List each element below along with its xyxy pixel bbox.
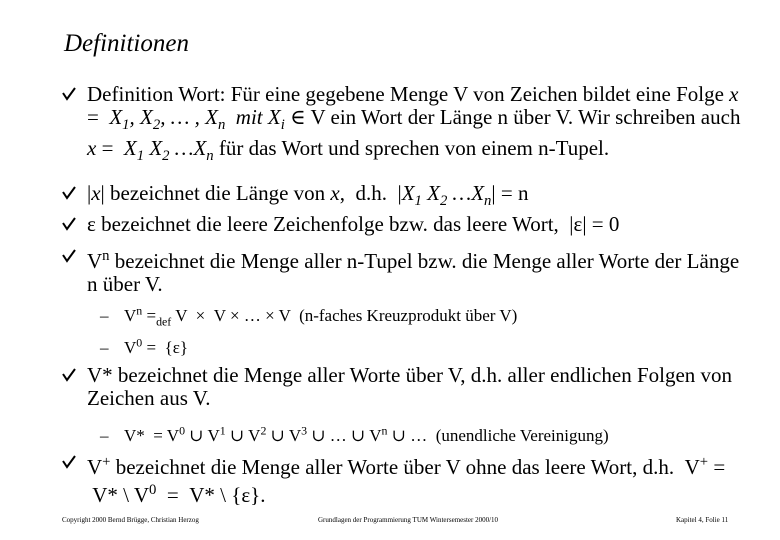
bullet-text: V* bezeichnet die Menge aller Worte über V, d.h. aller endlichen Folgen von Zeichen aus V.: [87, 363, 733, 410]
sub-dash: –: [100, 425, 109, 445]
checkmark-bullet-icon: [62, 186, 76, 200]
footer-slide-number: Kapitel 4, Folie 11: [676, 516, 729, 524]
bullet-leeres-wort: [63, 213, 743, 236]
sub-text: $V^0 = \{\varepsilon\}$: [124, 335, 189, 357]
bullet-n-tupel: [63, 245, 743, 296]
footer-course: Grundlagen der Programmierung TUM Wintersemester 2000/10: [318, 516, 499, 524]
sub-dash: –: [100, 305, 109, 325]
bullet-text: Definition Wort: Für eine gegebene Menge V von Zeichen bildet eine Folge $x = X_1$, $X_2$, … , $X_n$ mit $X_i$ ∈ V ein Wort der Länge n über V. Wir schreiben auch $x = X_1$ $X_2$ $\dots X_n$ für das Wort und sprechen von einem n-Tupel.: [87, 82, 741, 165]
checkmark-bullet-icon: [62, 87, 76, 101]
sub-v-null: [100, 332, 188, 358]
checkmark-bullet-icon: [62, 368, 76, 382]
sub-vereinigung: [100, 420, 609, 446]
checkmark-bullet-icon: [62, 217, 76, 231]
sub-text: $V^n =_{def}$ V × V × … × V (n-faches Kreuzprodukt über V): [124, 303, 518, 329]
bullet-v-plus: [63, 451, 743, 507]
bullet-text: $V^n$ bezeichnet die Menge aller n-Tupel bzw. die Menge aller Worte der Länge n über V.: [87, 248, 740, 296]
checkmark-bullet-icon: [62, 249, 76, 263]
bullet-definition-wort: [63, 83, 743, 168]
footer-copyright: Copyright 2000 Bernd Brügge, Christian Herzog: [62, 516, 199, 524]
checkmark-bullet-icon: [62, 455, 76, 469]
sub-dash: –: [100, 337, 109, 357]
sub-kreuzprodukt: [100, 300, 517, 331]
bullet-v-stern: [63, 364, 743, 410]
bullet-text: V+ bezeichnet die Menge aller Worte über V ohne das leere Wort, d.h. V+ = V* \ $V^0 = V*$ \ {ε}.: [87, 454, 726, 507]
bullet-text: ε bezeichnet die leere Zeichenfolge bzw. das leere Wort, |ε| = 0: [87, 212, 620, 236]
bullet-text: |x| bezeichnet die Länge von x, d.h. $|X_1$ $X_2$ $\dots X_n| = n$: [87, 181, 529, 210]
slide-title: Definitionen: [64, 30, 189, 57]
bullet-laenge: [63, 182, 743, 213]
sub-text: $V* = V^0$ ∪ $V^1$ ∪ $V^2$ ∪ $V^3$ ∪ … ∪ $V^n$ ∪ … (unendliche Vereinigung): [124, 423, 609, 445]
